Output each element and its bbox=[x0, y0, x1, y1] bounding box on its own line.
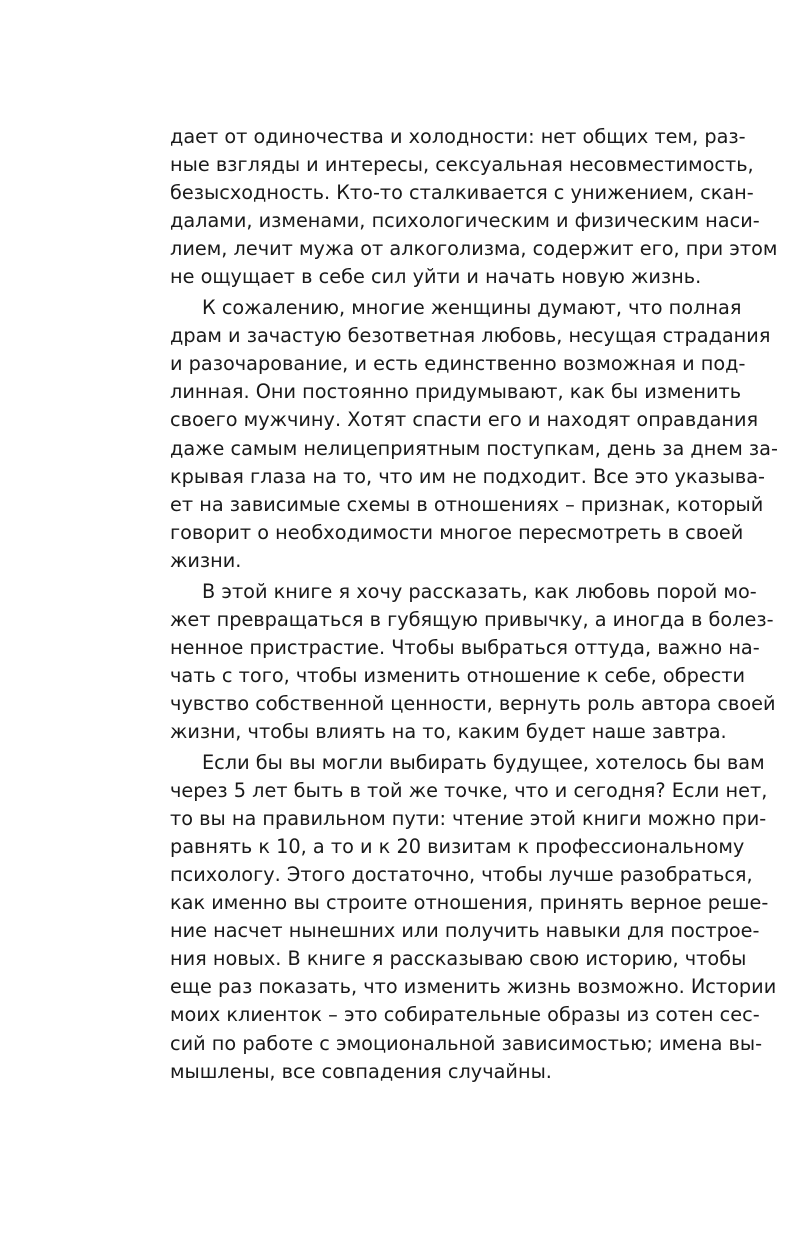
text-line: К сожалению, многие женщины думают, что полная bbox=[202, 296, 742, 320]
text-line: говорит о необходимости многое пересмотреть в своей bbox=[170, 520, 744, 544]
text-line: ние насчет нынешних или получить навыки для построе- bbox=[170, 919, 760, 943]
text-line: линная. Они постоянно придумывают, как бы изменить bbox=[170, 380, 742, 404]
body-text bbox=[170, 123, 778, 1088]
paragraph-4 bbox=[170, 749, 777, 1086]
text-line: психологу. Этого достаточно, чтобы лучше разобраться, bbox=[170, 862, 753, 886]
text-line: моих клиенток – это собирательные образы из сотен сес- bbox=[170, 1003, 760, 1027]
text-line: далами, изменами, психологическим и физическим наси- bbox=[170, 209, 760, 233]
text-line: ет на зависимые схемы в отношениях – признак, который bbox=[170, 492, 764, 516]
text-line: жизни. bbox=[170, 548, 242, 572]
text-line: драм и зачастую безответная любовь, несущая страдания bbox=[170, 324, 771, 348]
text-line: крывая глаза на то, что им не подходит. Все это указыва- bbox=[170, 464, 766, 488]
paragraph-1 bbox=[170, 123, 778, 292]
text-line: сий по работе с эмоциональной зависимостью; имена вы- bbox=[170, 1031, 763, 1055]
text-line: чувство собственной ценности, вернуть роль автора своей bbox=[170, 691, 776, 715]
text-line: жизни, чтобы влиять на то, каким будет наше завтра. bbox=[170, 719, 727, 743]
text-line: дает от одиночества и холодности: нет общих тем, раз- bbox=[170, 125, 746, 148]
text-line: даже самым нелицеприятным поступкам, день за днем за- bbox=[170, 436, 778, 460]
text-line: ния новых. В книге я рассказываю свою историю, чтобы bbox=[170, 947, 747, 971]
text-line: ненное пристрастие. Чтобы выбраться оттуда, важно на- bbox=[170, 635, 760, 659]
text-line: безысходность. Кто-то сталкивается с унижением, скан- bbox=[170, 181, 754, 205]
paragraph-3 bbox=[170, 578, 776, 747]
text-line: Если бы вы могли выбирать будущее, хотелось бы вам bbox=[202, 750, 765, 774]
text-line: чать с того, чтобы изменить отношение к себе, обрести bbox=[170, 663, 746, 687]
text-line: ные взгляды и интересы, сексуальная несовместимость, bbox=[170, 153, 754, 177]
text-line: лием, лечит мужа от алкоголизма, содержит его, при этом bbox=[170, 237, 778, 261]
text-line: жет превращаться в губящую привычку, а иногда в болез- bbox=[170, 607, 774, 631]
text-line: через 5 лет быть в той же точке, что и сегодня? Если нет, bbox=[170, 778, 768, 802]
text-line: еще раз показать, что изменить жизнь возможно. Истории bbox=[170, 975, 777, 999]
paragraph-2 bbox=[170, 294, 778, 575]
text-line: равнять к 10, а то и к 20 визитам к профессиональному bbox=[170, 834, 745, 858]
text-line: не ощущает в себе сил уйти и начать новую жизнь. bbox=[170, 265, 702, 289]
text-line: то вы на правильном пути: чтение этой книги можно при- bbox=[170, 806, 767, 830]
text-line: и разочарование, и есть единственно возможная и под- bbox=[170, 352, 746, 376]
text-line: своего мужчину. Хотят спасти его и находят оправдания bbox=[170, 408, 759, 432]
text-line: как именно вы строите отношения, принять верное реше- bbox=[170, 891, 769, 915]
text-line: мышлены, все совпадения случайны. bbox=[170, 1059, 552, 1083]
text-line: В этой книге я хочу рассказать, как любовь порой мо- bbox=[202, 579, 757, 603]
